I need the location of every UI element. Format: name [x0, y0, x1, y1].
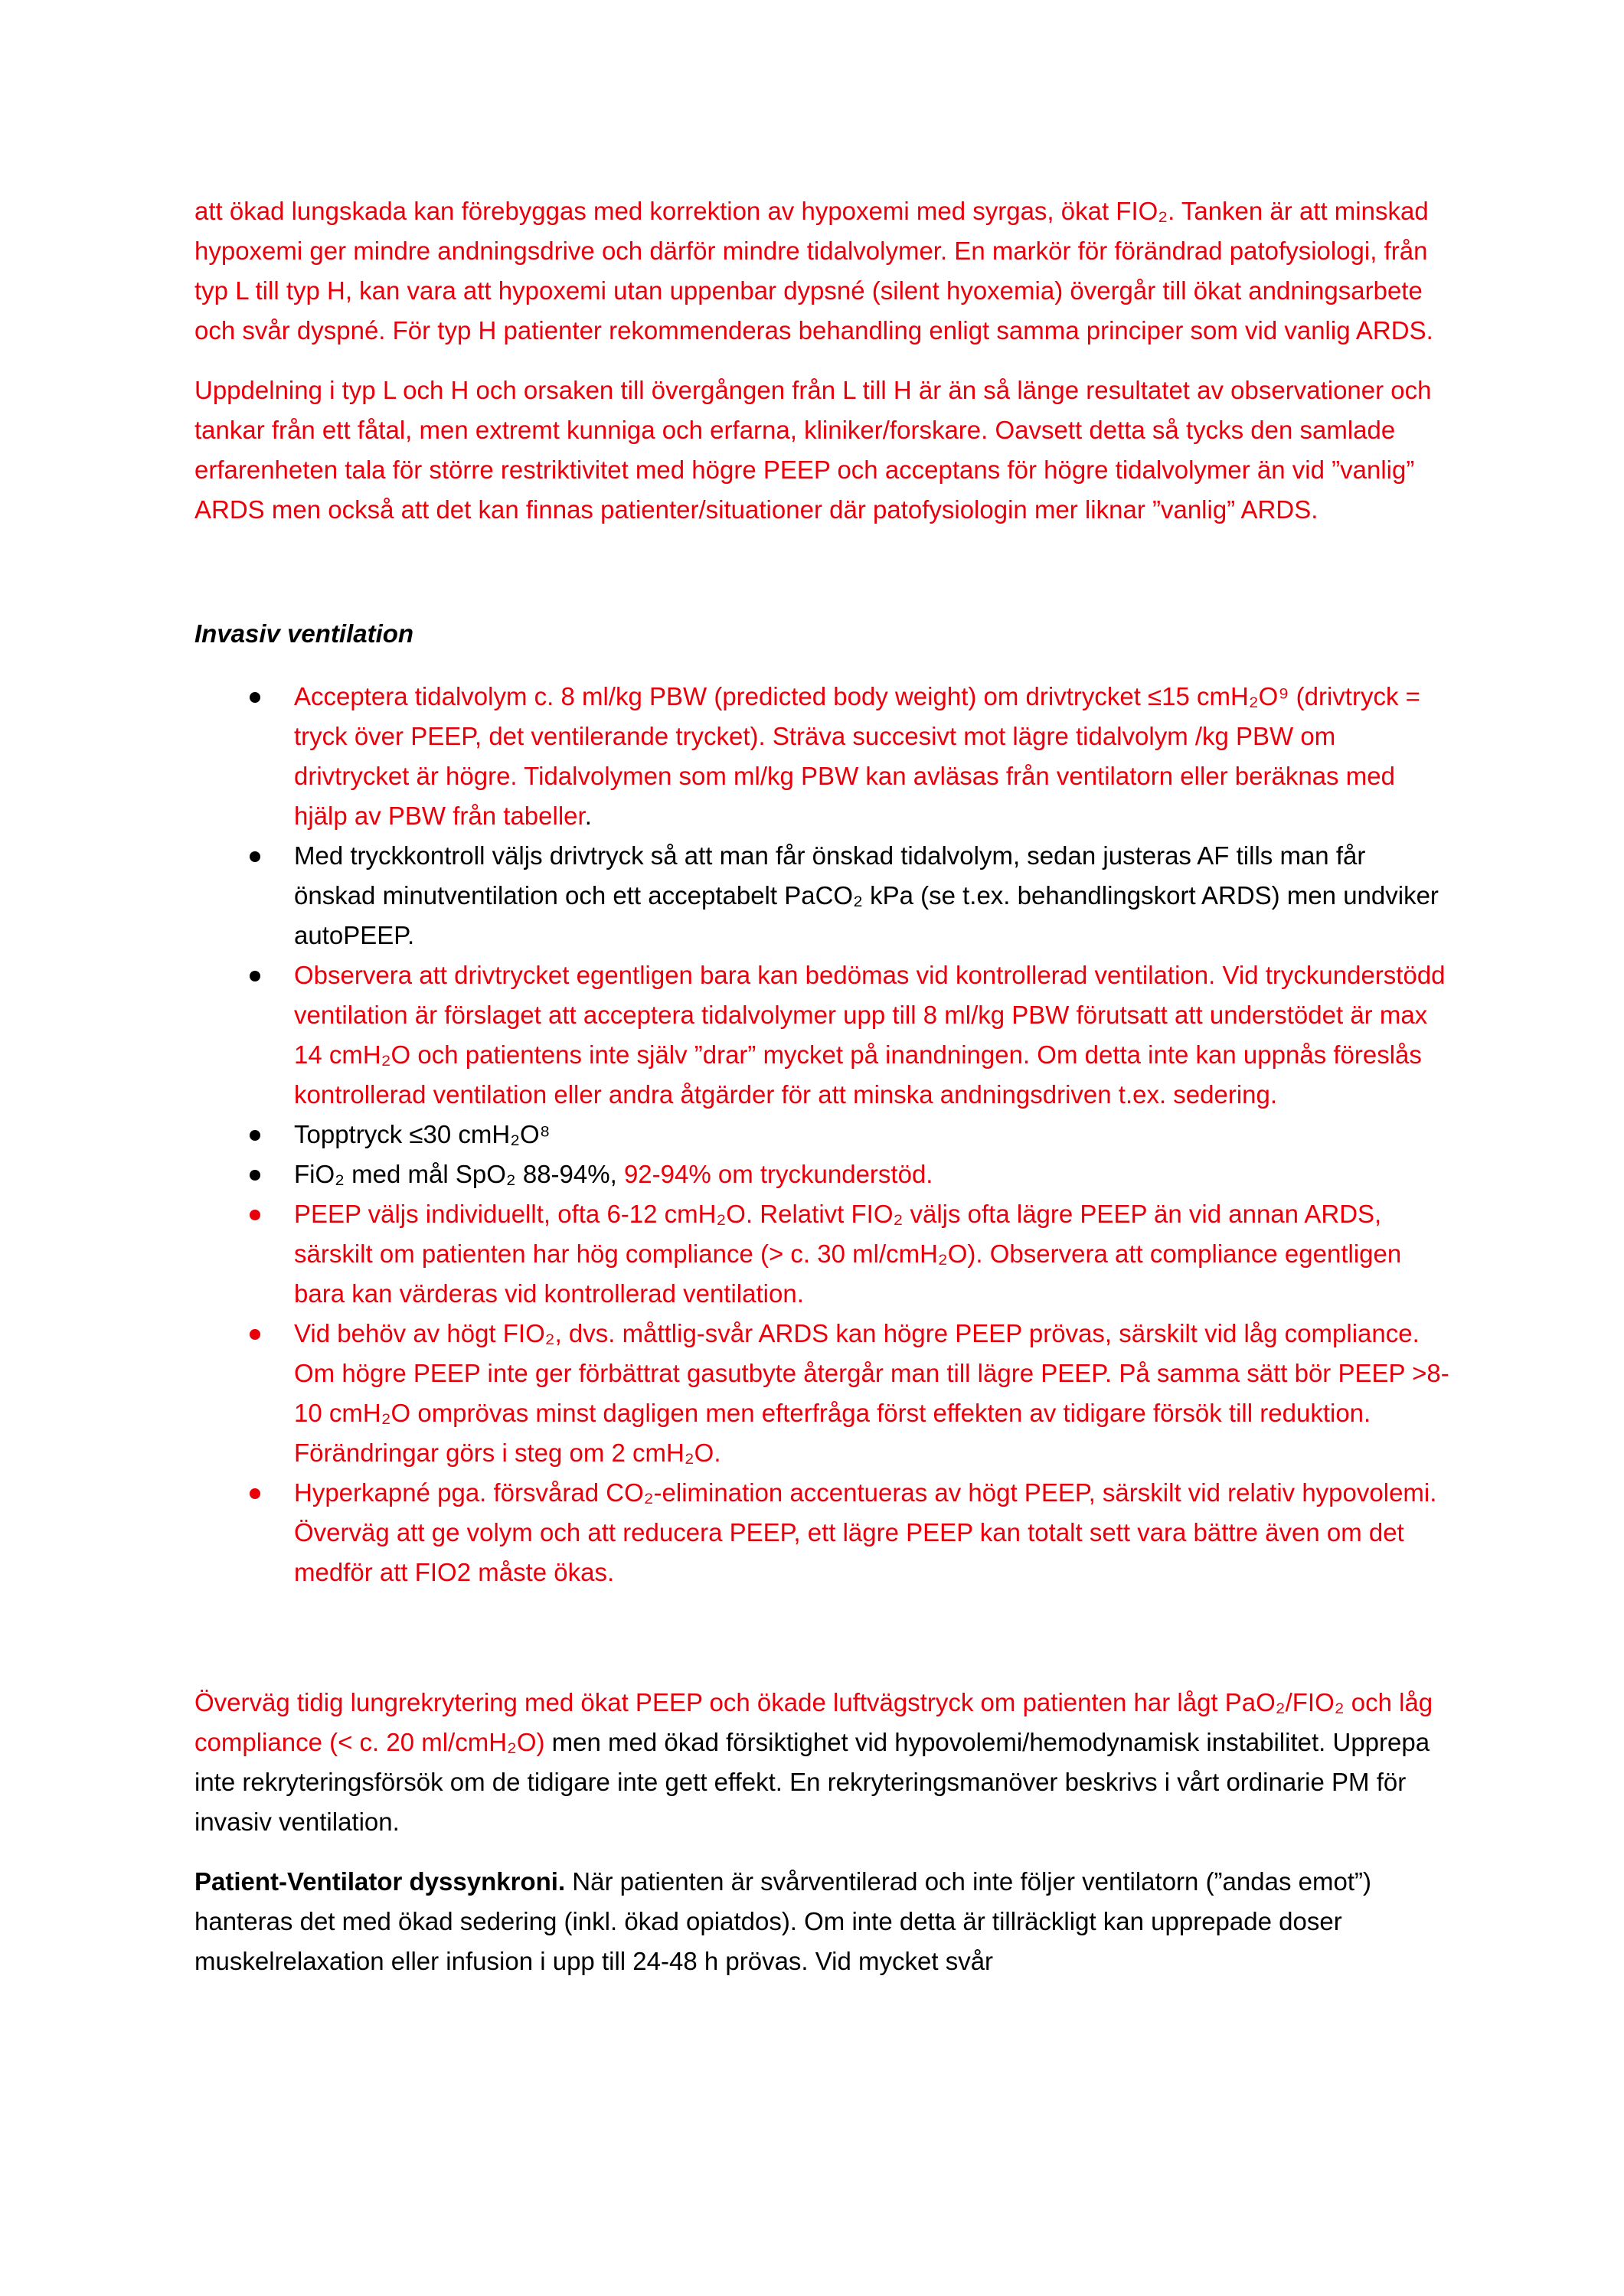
bullet-text: PEEP väljs individuellt, ofta 6-12 cmH₂O. Relativt FIO₂ väljs ofta lägre PEEP än vid annan ARDS, särskilt om patienten har hög compliance (> c. 30 ml/cmH₂O). Observera att compliance egentligen bara kan värderas vid kontrollerad ventilation.: [294, 1200, 1402, 1308]
bullet-icon: [250, 1170, 260, 1181]
bullet-item-pressure-control: [194, 836, 1450, 955]
ventilation-bullet-list: [194, 677, 1450, 1592]
bullet-icon: [250, 1130, 260, 1141]
bullet-icon: [250, 971, 260, 981]
bullet-item-peak-pressure: [194, 1115, 1450, 1155]
bullet-icon: [250, 1210, 260, 1220]
bullet-item-high-fio2-peep: [194, 1314, 1450, 1473]
document-page: [194, 191, 1450, 2001]
bullet-icon: [250, 1488, 260, 1499]
recruitment-red-text: Överväg tidig lungrekrytering med ökat PEEP och ökade luftvägstryck om patienten har lågt PaO₂/FIO₂ och låg compliance (< c. 20 ml/cmH₂O): [194, 1688, 1433, 1756]
bullet-item-hypercapnia: [194, 1473, 1450, 1592]
bullet-item-tidal-volume: [194, 677, 1450, 836]
bullet-text: FiO₂ med mål SpO₂ 88-94%,: [294, 1160, 624, 1188]
bullet-item-peep-individual: [194, 1194, 1450, 1314]
bullet-text-tail: .: [584, 802, 592, 830]
bullet-icon: [250, 851, 260, 862]
section-heading: Invasiv ventilation: [194, 619, 414, 648]
bullet-text-highlight: 92-94% om tryckunderstöd.: [623, 1160, 933, 1188]
intro-paragraph-2: Uppdelning i typ L och H och orsaken till övergången från L till H är än så länge resultatet av observationer och tankar från ett fåtal, men extremt kunniga och erfarna, kliniker/forskare. Oavsett detta så tycks den samlade erfarenheten tala för större restriktivitet med högre PEEP och acceptans för högre tidalvolymer än vid ”vanlig” ARDS men också att det kan finnas patienter/situationer där patofysiologin mer liknar ”vanlig” ARDS.: [194, 376, 1432, 524]
bullet-icon: [250, 1329, 260, 1340]
bullet-text: Acceptera tidalvolym c. 8 ml/kg PBW (predicted body weight) om drivtrycket ≤15 cmH₂O⁹ (drivtryck = tryck över PEEP, det ventilerande trycket). Sträva succesivt mot lägre tidalvolym /kg PBW om drivtrycket är högre. Tidalvolymen som ml/kg PBW kan avläsas från ventilatorn eller beräknas med hjälp av PBW från tabeller: [294, 682, 1420, 830]
spacer: [194, 1592, 1450, 1683]
recruitment-black-text: men med ökad försiktighet vid hypovolemi/hemodynamisk instabilitet. Upprepa inte rekryteringsförsök om de tidigare inte gett effekt. En rekryteringsmanöver beskrivs i vårt ordinarie PM för invasiv ventilation.: [194, 1728, 1430, 1836]
dyssynchrony-text: När patienten är svårventilerad och inte följer ventilatorn (”andas emot”) hanteras det med ökad sedering (inkl. ökad opiatdos). Om inte detta är tillräckligt kan upprepade doser muskelrelaxation eller infusion i upp till 24-48 h prövas. Vid mycket svår: [194, 1867, 1371, 1975]
bullet-item-driving-pressure-note: [194, 955, 1450, 1115]
bullet-text: Hyperkapné pga. försvårad CO₂-elimination accentueras av högt PEEP, särskilt vid relativ hypovolemi. Överväg att ge volym och att reducera PEEP, ett lägre PEEP kan totalt sett vara bättre även om det medför att FIO2 måste ökas.: [294, 1478, 1437, 1586]
bullet-item-fio2: [194, 1155, 1450, 1194]
bullet-text: Topptryck ≤30 cmH₂O⁸: [294, 1120, 551, 1148]
bullet-icon: [250, 692, 260, 703]
intro-paragraph-1: att ökad lungskada kan förebyggas med korrektion av hypoxemi med syrgas, ökat FIO₂. Tanken är att minskad hypoxemi ger mindre andningsdrive och därför mindre tidalvolymer. En markör för förändrad patofysiologi, från typ L till typ H, kan vara att hypoxemi utan uppenbar dypsné (silent hyoxemia) övergår till ökat andningsarbete och svår dyspné. För typ H patienter rekommenderas behandling enligt samma principer som vid vanlig ARDS.: [194, 197, 1433, 345]
dyssynchrony-lead: Patient-Ventilator dyssynkroni.: [194, 1867, 566, 1896]
bullet-text: Observera att drivtrycket egentligen bara kan bedömas vid kontrollerad ventilation. Vid tryckunderstödd ventilation är förslaget att acceptera tidalvolymer upp till 8 ml/kg PBW förutsatt att understödet är max 14 cmH₂O och patientens inte själv ”drar” mycket på inandningen. Om detta inte kan uppnås föreslås kontrollerad ventilation eller andra åtgärder för att minska andningsdriven t.ex. sedering.: [294, 961, 1446, 1109]
dyssynchrony-paragraph: [194, 1862, 1450, 1981]
bullet-text: Vid behöv av högt FIO₂, dvs. måttlig-svår ARDS kan högre PEEP prövas, särskilt vid låg compliance. Om högre PEEP inte ger förbättrat gasutbyte återgår man till lägre PEEP. På samma sätt bör PEEP >8-10 cmH₂O omprövas minst dagligen men efterfråga först effekten av tidigare försök till reduktion. Förändringar görs i steg om 2 cmH₂O.: [294, 1319, 1449, 1467]
bullet-text: Med tryckkontroll väljs drivtryck så att man får önskad tidalvolym, sedan justeras AF tills man får önskad minutventilation och ett acceptabelt PaCO₂ kPa (se t.ex. behandlingskort ARDS) men undviker autoPEEP.: [294, 841, 1439, 949]
recruitment-paragraph: [194, 1683, 1450, 1842]
